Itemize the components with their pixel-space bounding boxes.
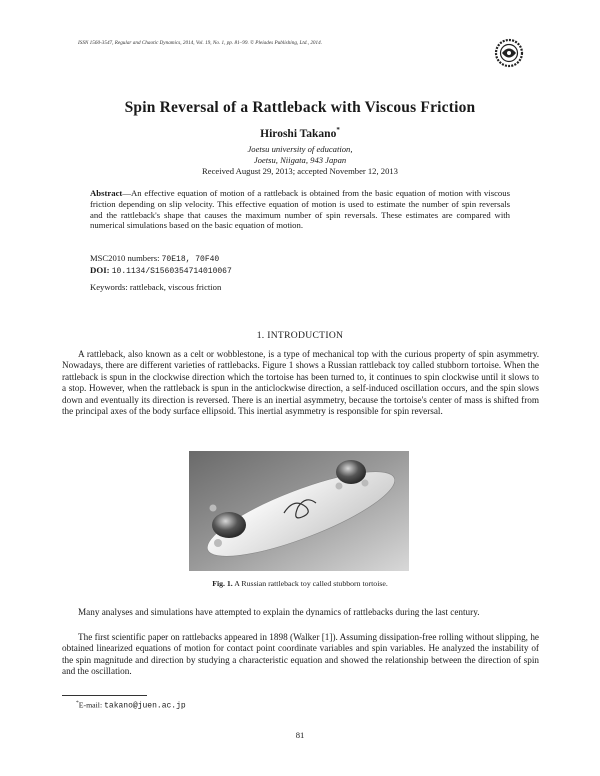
doi-value[interactable]: 10.1134/S1560354714010067 [111,267,232,276]
msc-codes: 70E18, 70F40 [161,255,220,264]
publisher-logo [493,38,525,68]
author-email[interactable]: takano@juen.ac.jp [104,701,186,711]
author-footnote-mark: * [336,126,340,134]
intro-paragraph-1: A rattleback, also known as a celt or wobblestone, is a type of mechanical top with the curious property of spin asymmetry. Nowadays, there are different varieties of rattlebacks. Figure 1 shows a Russian rattleback toy called stubborn tortoise. When the rattleback is spun in the clockwise direction which the tortoise has been turned to, it continues to spin clockwise until it slows to a stop. However, when the rattleback is spun in the anticlockwise direction, a self-induced oscillation occurs, and the spin slows down and eventually its direction is reversed. There is an inertial asymmetry, because the tortoise's center of mass is shifted from the principal axes of the body surface ellipsoid. This inertial asymmetry is responsible for spin reversal. [62,349,539,417]
intro-paragraph-2: Many analyses and simulations have attempted to explain the dynamics of rattlebacks during the last century. [78,607,480,617]
rattleback-photo [189,451,409,571]
msc-label: MSC2010 numbers: [90,253,162,263]
section-heading: 1. INTRODUCTION [256,330,344,341]
page-number: 81 [295,730,305,740]
abstract [90,188,510,231]
affiliation-line-2: Joetsu, Niigata, 943 Japan [253,155,347,165]
author-name [0,126,600,140]
abstract-label: Abstract [90,188,123,198]
figure-caption [0,579,600,588]
affiliation-line-1: Joetsu university of education, [247,144,353,154]
footnote-mark: * [76,700,79,706]
keywords: Keywords: rattleback, viscous friction [90,282,222,292]
footnote-divider [62,695,147,696]
affiliation [0,144,600,166]
author-text: Hiroshi Takano [260,127,337,140]
journal-header: ISSN 1560-3547, Regular and Chaotic Dynamics, 2014, Vol. 19, No. 1, pp. 81–99. © Pleiades Publishing, Ltd., 2014. [78,40,322,46]
doi [90,265,232,276]
paper-title: Spin Reversal of a Rattleback with Viscous Friction [124,99,476,116]
figure-label: Fig. 1. [212,579,233,588]
footnote-label: E-mail: [78,700,105,710]
abstract-text: —An effective equation of motion of a rattleback is obtained from the basic equation of motion with viscous friction depending on slip velocity. This effective equation of motion is used to estimate the number of spin reversals and the rattleback's shape that causes the maximum number of spin reversals. These estimates are compared with numerical simulations based on the basic equation of motion. [90,188,510,231]
received-dates: Received August 29, 2013; accepted November 12, 2013 [202,166,398,176]
figure-caption-text: A Russian rattleback toy called stubborn tortoise. [232,579,388,588]
doi-label: DOI: [90,265,112,275]
footnote [76,700,186,711]
msc-numbers [90,253,219,264]
intro-paragraph-3: The first scientific paper on rattlebacks appeared in 1898 (Walker [1]). Assuming dissipation-free rolling without slipping, he obtained linearized equations of motion for contact point coordinate variables and spin variables. He analyzed the instability of the spin magnitude and direction by studying a characteristic equation and showed the relationship between the direction of spin and the oscillation. [62,632,539,677]
